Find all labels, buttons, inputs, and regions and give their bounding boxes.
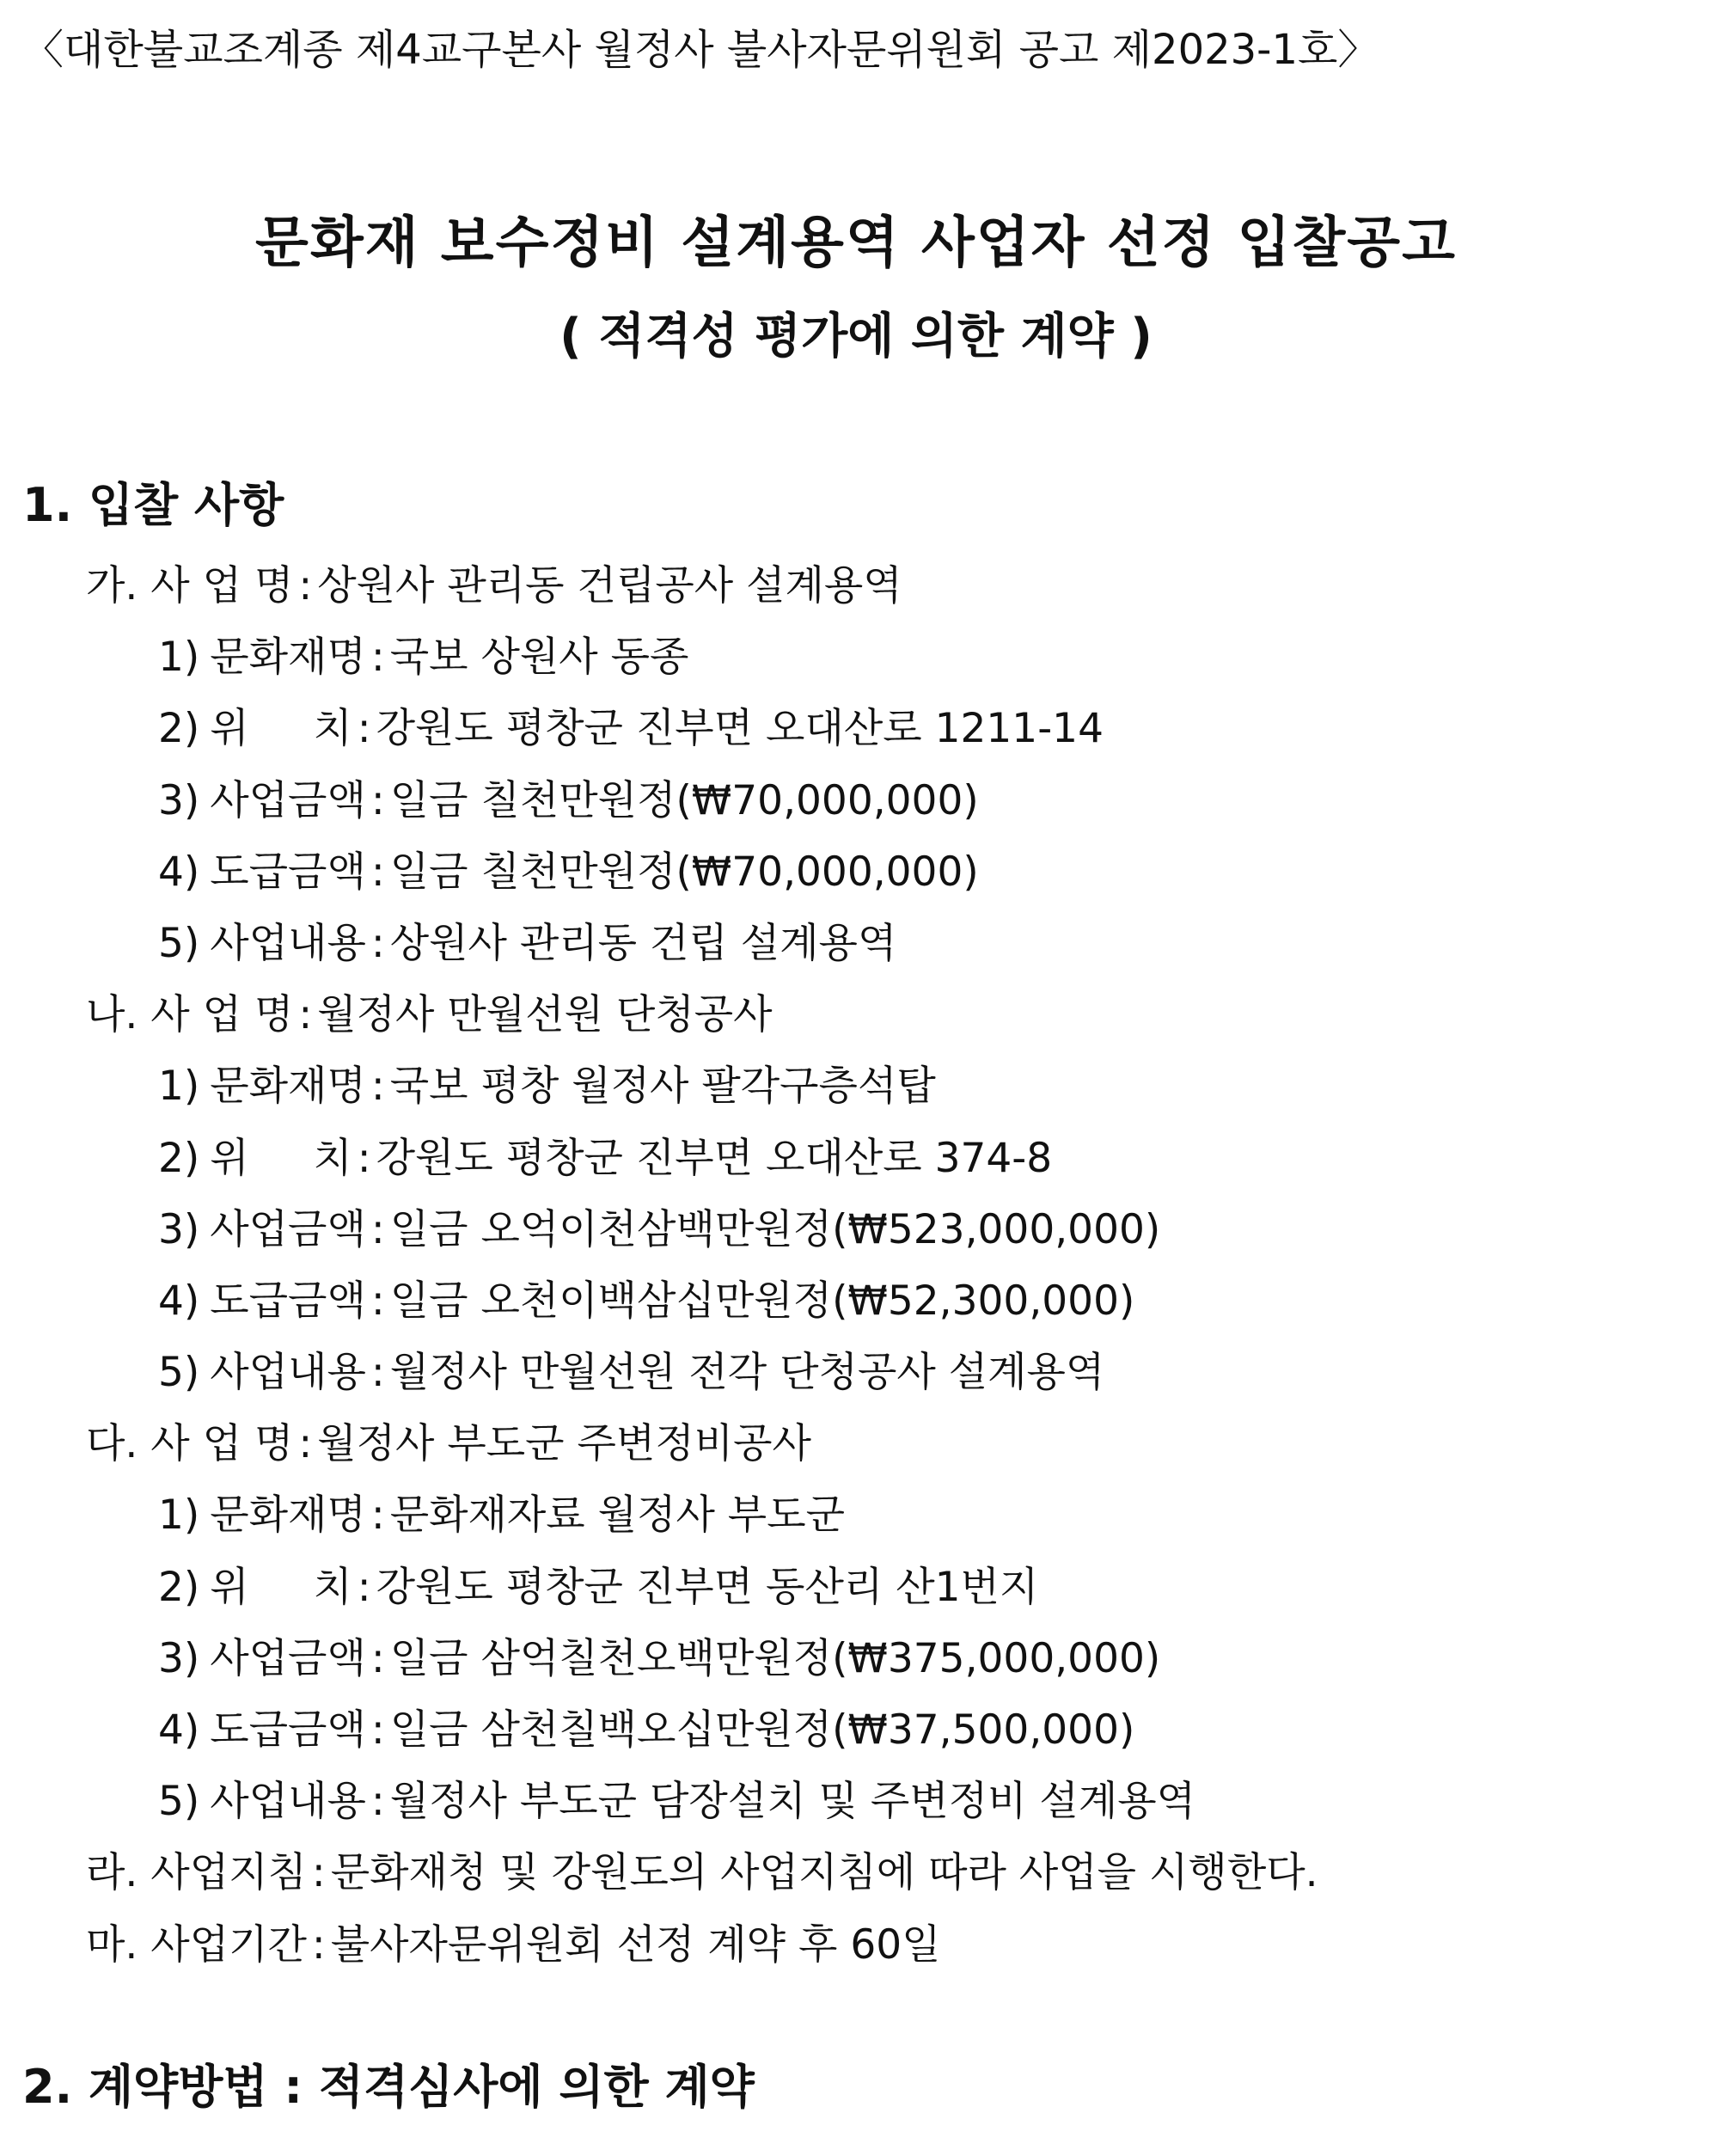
- period-marker: 마.: [86, 1920, 138, 1969]
- detail-value: 국보 평창 월정사 팔각구층석탑: [389, 1063, 936, 1111]
- detail-label: 위 치: [210, 1563, 352, 1611]
- detail-label: 문화재명: [210, 1491, 366, 1540]
- detail-row: 1) 문화재명 : 국보 상원사 동종: [158, 634, 689, 682]
- guideline-value: 문화재청 및 강원도의 사업지침에 따라 사업을 시행한다.: [330, 1849, 1318, 1897]
- detail-row: 2) 위 치 : 강원도 평창군 진부면 오대산로 1211-14: [158, 705, 1104, 753]
- notice-number: 〈대한불교조계종 제4교구본사 월정사 불사자문위원회 공고 제2023-1호〉: [22, 26, 1379, 74]
- detail-value: 일금 삼억칠천오백만원정(₩375,000,000): [389, 1634, 1161, 1682]
- detail-row: 5) 사업내용 : 상원사 관리동 건립 설계용역: [158, 919, 897, 967]
- detail-value: 일금 삼천칠백오십만원정(₩37,500,000): [389, 1706, 1135, 1754]
- period-row: 마. 사업기간 : 불사자문위원회 선정 계약 후 60일: [86, 1920, 941, 1969]
- guideline-marker: 라.: [86, 1849, 138, 1897]
- detail-value: 일금 칠천만원정(₩70,000,000): [389, 776, 979, 824]
- detail-label: 사업내용: [210, 1778, 366, 1826]
- detail-value: 강원도 평창군 진부면 오대산로 374-8: [376, 1134, 1053, 1182]
- detail-value: 강원도 평창군 진부면 동산리 산1번지: [376, 1563, 1039, 1611]
- detail-row: 3) 사업금액 : 일금 삼억칠천오백만원정(₩375,000,000): [158, 1634, 1161, 1682]
- detail-label: 도급금액: [210, 848, 366, 896]
- project-row: 나. 사 업 명 : 월정사 만월선원 단청공사: [86, 991, 773, 1039]
- detail-label: 사업금액: [210, 776, 366, 824]
- detail-value: 국보 상원사 동종: [389, 634, 689, 682]
- detail-row: 5) 사업내용 : 월정사 부도군 담장설치 및 주변정비 설계용역: [158, 1778, 1196, 1826]
- detail-label: 문화재명: [210, 1063, 366, 1111]
- detail-num: 5): [158, 1349, 200, 1397]
- project-name: 상원사 관리동 건립공사 설계용역: [317, 562, 902, 609]
- detail-label: 사업내용: [210, 1349, 366, 1397]
- detail-value: 일금 오억이천삼백만원정(₩523,000,000): [389, 1205, 1161, 1253]
- detail-row: 3) 사업금액 : 일금 칠천만원정(₩70,000,000): [158, 776, 979, 824]
- project-label: 사 업 명: [150, 1420, 294, 1468]
- section-1-heading: 1. 입찰 사항: [22, 478, 284, 532]
- project-row: 다. 사 업 명 : 월정사 부도군 주변정비공사: [86, 1420, 811, 1468]
- detail-num: 4): [158, 1277, 200, 1325]
- detail-num: 4): [158, 848, 200, 896]
- detail-label: 사업금액: [210, 1634, 366, 1682]
- project-label: 사 업 명: [150, 562, 294, 609]
- document-title: 문화재 보수정비 설계용역 사업자 선정 입찰공고: [255, 211, 1457, 275]
- document-subtitle: ( 적격성 평가에 의한 계약 ): [559, 309, 1153, 364]
- detail-value: 강원도 평창군 진부면 오대산로 1211-14: [376, 705, 1104, 753]
- project-marker: 가.: [86, 562, 138, 609]
- detail-row: 1) 문화재명 : 문화재자료 월정사 부도군: [158, 1491, 846, 1540]
- detail-num: 3): [158, 1634, 200, 1682]
- period-label: 사업기간: [150, 1920, 307, 1969]
- detail-num: 1): [158, 1063, 200, 1111]
- detail-num: 4): [158, 1706, 200, 1754]
- detail-num: 5): [158, 919, 200, 967]
- title-block: [0, 196, 1712, 378]
- project-label: 사 업 명: [150, 991, 294, 1039]
- detail-num: 2): [158, 705, 200, 753]
- detail-row: 4) 도급금액 : 일금 삼천칠백오십만원정(₩37,500,000): [158, 1706, 1135, 1754]
- detail-label: 문화재명: [210, 634, 366, 682]
- detail-num: 3): [158, 776, 200, 824]
- detail-row: 3) 사업금액 : 일금 오억이천삼백만원정(₩523,000,000): [158, 1205, 1161, 1253]
- detail-num: 5): [158, 1778, 200, 1826]
- detail-label: 도급금액: [210, 1277, 366, 1325]
- detail-num: 2): [158, 1563, 200, 1611]
- detail-label: 도급금액: [210, 1706, 366, 1754]
- detail-row: 1) 문화재명 : 국보 평창 월정사 팔각구층석탑: [158, 1063, 936, 1111]
- detail-label: 위 치: [210, 1134, 352, 1182]
- detail-row: 2) 위 치 : 강원도 평창군 진부면 오대산로 374-8: [158, 1134, 1053, 1182]
- project-marker: 다.: [86, 1420, 138, 1468]
- detail-num: 1): [158, 634, 200, 682]
- guideline-row: 라. 사업지침 : 문화재청 및 강원도의 사업지침에 따라 사업을 시행한다.: [86, 1849, 1318, 1897]
- detail-num: 1): [158, 1491, 200, 1540]
- detail-row: 2) 위 치 : 강원도 평창군 진부면 동산리 산1번지: [158, 1563, 1039, 1611]
- detail-value: 일금 칠천만원정(₩70,000,000): [389, 848, 979, 896]
- detail-row: 4) 도급금액 : 일금 칠천만원정(₩70,000,000): [158, 848, 979, 896]
- bid-items-list: [0, 550, 1712, 1981]
- detail-num: 2): [158, 1134, 200, 1182]
- project-name: 월정사 부도군 주변정비공사: [317, 1420, 811, 1468]
- detail-value: 일금 오천이백삼십만원정(₩52,300,000): [389, 1277, 1135, 1325]
- detail-num: 3): [158, 1205, 200, 1253]
- detail-label: 위 치: [210, 705, 352, 753]
- detail-value: 월정사 부도군 담장설치 및 주변정비 설계용역: [389, 1778, 1196, 1826]
- detail-row: 4) 도급금액 : 일금 오천이백삼십만원정(₩52,300,000): [158, 1277, 1135, 1325]
- detail-value: 문화재자료 월정사 부도군: [389, 1491, 846, 1540]
- detail-label: 사업내용: [210, 919, 366, 967]
- detail-row: 5) 사업내용 : 월정사 만월선원 전각 단청공사 설계용역: [158, 1349, 1105, 1397]
- project-marker: 나.: [86, 991, 138, 1039]
- period-value: 불사자문위원회 선정 계약 후 60일: [330, 1920, 941, 1969]
- guideline-label: 사업지침: [150, 1849, 307, 1897]
- section-2-heading: 2. 계약방법 : 적격심사에 의한 계약: [22, 2060, 755, 2114]
- detail-value: 상원사 관리동 건립 설계용역: [389, 919, 897, 967]
- project-name: 월정사 만월선원 단청공사: [317, 991, 773, 1039]
- detail-value: 월정사 만월선원 전각 단청공사 설계용역: [389, 1349, 1105, 1397]
- detail-label: 사업금액: [210, 1205, 366, 1253]
- project-row: 가. 사 업 명 : 상원사 관리동 건립공사 설계용역: [86, 562, 902, 609]
